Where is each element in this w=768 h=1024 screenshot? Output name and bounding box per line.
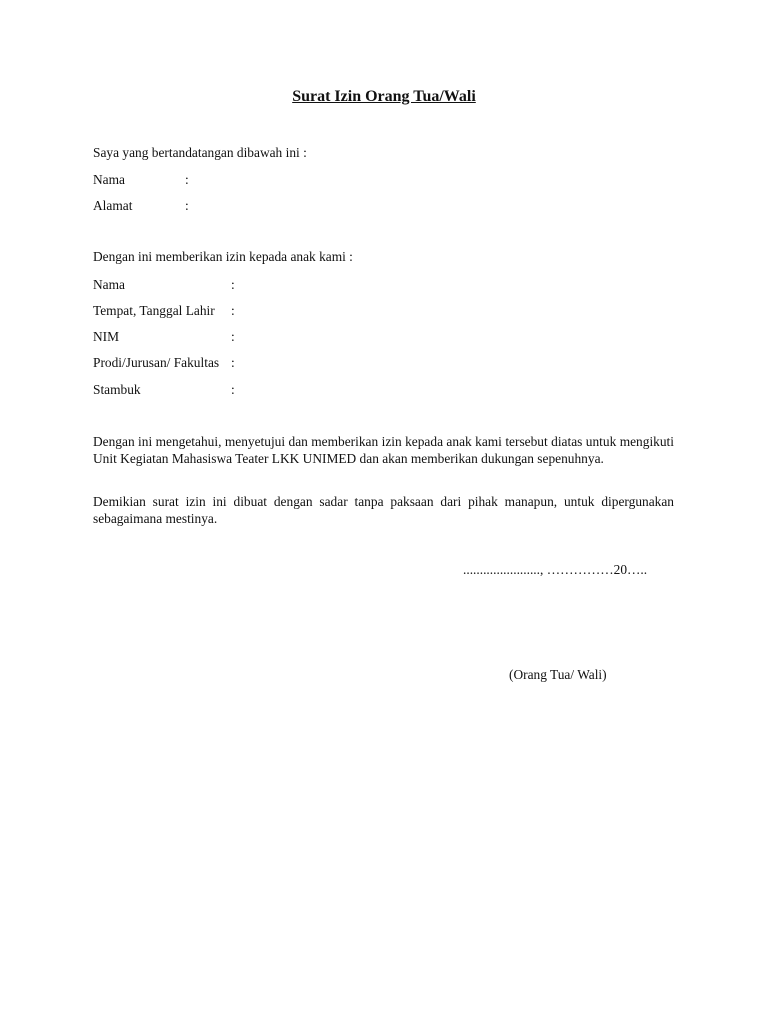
field-colon: :	[231, 303, 235, 318]
letter-title: Surat Izin Orang Tua/Wali	[292, 88, 476, 105]
field-colon: :	[185, 198, 189, 213]
field-label: Nama	[93, 172, 125, 187]
child-intro-text: Dengan ini memberikan izin kepada anak kami :	[93, 249, 353, 264]
field-label: Nama	[93, 277, 125, 292]
field-label: Prodi/Jurusan/ Fakultas	[93, 355, 220, 370]
place-date-line: ......................., ……………20…..	[463, 562, 648, 577]
field-colon: :	[185, 172, 189, 187]
field-colon: :	[231, 329, 235, 344]
signature-label: (Orang Tua/ Wali)	[509, 667, 607, 682]
field-label: Alamat	[93, 198, 133, 213]
intro-text: Saya yang bertandatangan dibawah ini :	[93, 145, 307, 160]
consent-paragraph: Dengan ini mengetahui, menyetujui dan memberikan izin kepada anak kami tersebut diatas untuk mengikuti Unit Kegiatan Mahasiswa Teater LKK UNIMED dan akan memberikan dukungan sepenuhnya.	[93, 434, 674, 466]
field-label: Stambuk	[93, 382, 141, 397]
field-colon: :	[231, 382, 235, 397]
field-label: Tempat, Tanggal Lahir	[93, 303, 215, 318]
field-colon: :	[231, 277, 235, 292]
closing-paragraph: Demikian surat izin ini dibuat dengan sadar tanpa paksaan dari pihak manapun, untuk dipergunakan sebagaimana mestinya.	[93, 494, 674, 526]
field-colon: :	[231, 355, 235, 370]
field-label: NIM	[93, 329, 120, 344]
